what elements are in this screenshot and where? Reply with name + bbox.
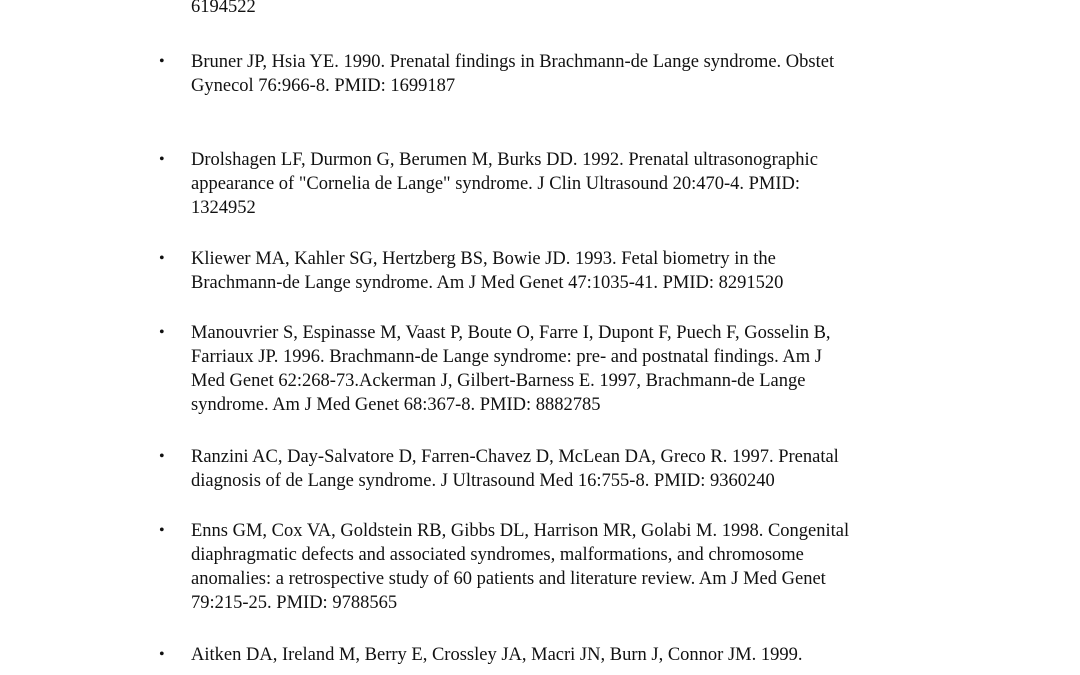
reference-text [191, 0, 981, 19]
reference-line: diaphragmatic defects and associated syndromes, malformations, and chromosome [191, 545, 804, 565]
bullet-icon: • [159, 448, 165, 465]
reference-line: Gynecol 76:966-8. PMID: 1699187 [191, 76, 456, 96]
reference-line: 1324952 [191, 198, 256, 218]
reference-line: Brachmann-de Lange syndrome. Am J Med Genet 47:1035-41. PMID: 8291520 [191, 273, 784, 293]
reference-line: Enns GM, Cox VA, Goldstein RB, Gibbs DL, Harrison MR, Golabi M. 1998. Congenital [191, 521, 850, 541]
reference-line: Aitken DA, Ireland M, Berry E, Crossley JA, Macri JN, Burn J, Connor JM. 1999. [191, 645, 803, 665]
reference-line: diagnosis of de Lange syndrome. J Ultrasound Med 16:755-8. PMID: 9360240 [191, 471, 775, 491]
reference-line: Med Genet 62:268-73.Ackerman J, Gilbert-Barness E. 1997, Brachmann-de Lange [191, 371, 806, 391]
reference-line: 6194522 [191, 0, 256, 17]
reference-line: anomalies: a retrospective study of 60 patients and literature review. Am J Med Genet [191, 569, 826, 589]
bullet-icon: • [159, 646, 165, 663]
reference-line: syndrome. Am J Med Genet 68:367-8. PMID: 8882785 [191, 395, 601, 415]
reference-text [191, 50, 981, 98]
bullet-icon: • [159, 522, 165, 539]
reference-line: Bruner JP, Hsia YE. 1990. Prenatal findings in Brachmann-de Lange syndrome. Obstet [191, 52, 835, 72]
reference-text [191, 445, 981, 493]
reference-line: Farriaux JP. 1996. Brachmann-de Lange syndrome: pre- and postnatal findings. Am J [191, 347, 822, 367]
reference-text [191, 519, 981, 615]
reference-text [191, 148, 981, 220]
reference-text [191, 321, 981, 417]
bullet-icon: • [159, 151, 165, 168]
bullet-icon: • [159, 250, 165, 267]
bullet-icon: • [159, 53, 165, 70]
reference-line: appearance of "Cornelia de Lange" syndrome. J Clin Ultrasound 20:470-4. PMID: [191, 174, 801, 194]
reference-line: Ranzini AC, Day-Salvatore D, Farren-Chavez D, McLean DA, Greco R. 1997. Prenatal [191, 447, 839, 467]
reference-text [191, 247, 981, 295]
reference-line: Drolshagen LF, Durmon G, Berumen M, Burks DD. 1992. Prenatal ultrasonographic [191, 150, 818, 170]
reference-text [191, 643, 981, 667]
reference-line: 79:215-25. PMID: 9788565 [191, 593, 398, 613]
reference-line: Manouvrier S, Espinasse M, Vaast P, Boute O, Farre I, Dupont F, Puech F, Gosselin B, [191, 323, 831, 343]
reference-line: Kliewer MA, Kahler SG, Hertzberg BS, Bowie JD. 1993. Fetal biometry in the [191, 249, 776, 269]
bullet-icon: • [159, 324, 165, 341]
